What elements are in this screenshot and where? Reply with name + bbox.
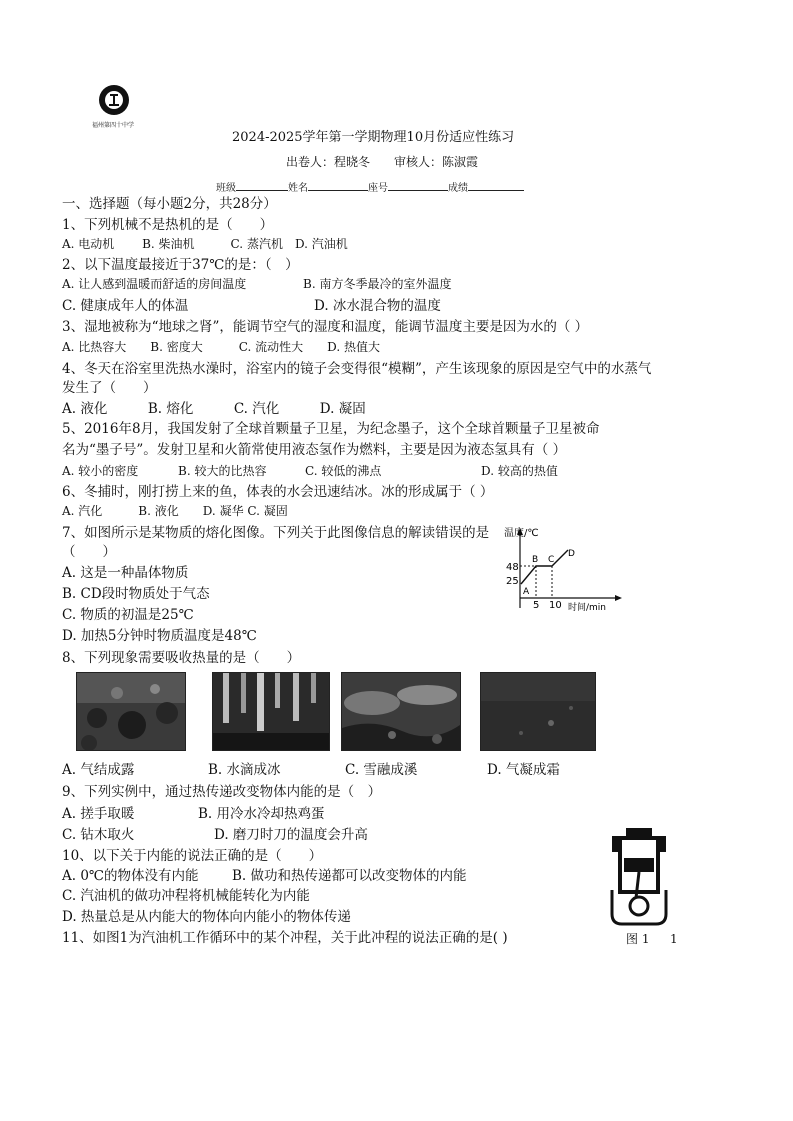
q8-option-c: C. 雪融成溪 — [345, 762, 418, 778]
q7-stem-line1: 7、如图所示是某物质的熔化图像。下列关于此图像信息的解读错误的是 — [62, 525, 490, 541]
q10-stem: 10、以下关于内能的说法正确的是（ ） — [62, 848, 323, 864]
q8-stem: 8、下列现象需要吸收热量的是（ ） — [62, 650, 301, 666]
q1-options: A. 电动机 B. 柴油机 C. 蒸汽机 D. 汽油机 — [62, 237, 348, 251]
melting-graph — [490, 522, 650, 614]
q11-stem: 11、如图1为汽油机工作循环中的某个冲程，关于此冲程的说法正确的是( ) — [62, 930, 508, 946]
q5-option-c: C. 较低的沸点 — [305, 464, 382, 478]
q5-option-b: B. 较大的比热容 — [178, 464, 267, 478]
q10-option-c: C. 汽油机的做功冲程将机械能转化为内能 — [62, 888, 310, 904]
crankshaft — [630, 897, 648, 915]
school-logo — [96, 84, 132, 120]
q8-option-a: A. 气结成露 — [62, 762, 135, 778]
q9-option-b: B. 用冷水冷却热鸡蛋 — [198, 806, 325, 822]
q5-stem-line2: 名为“墨子号”。发射卫星和火箭常使用液态氢作为燃料，主要是因为液态氢具有（ ） — [62, 442, 567, 458]
q9-stem: 9、下列实例中，通过热传递改变物体内能的是（ ） — [62, 784, 382, 800]
name-blank[interactable] — [308, 178, 368, 191]
y-tick-48: 48 — [506, 562, 519, 573]
photo-frost — [480, 672, 596, 751]
figure-1-caption: 图 1 — [626, 932, 650, 946]
school-logo-text: 福州第四十中学 — [92, 122, 135, 129]
q6-options: A. 汽化 B. 液化 D. 凝华 C. 凝固 — [62, 504, 288, 518]
student-info-row — [216, 178, 524, 195]
point-d: D — [568, 549, 575, 559]
section-title: 一、选择题（每小题2分，共28分） — [62, 196, 277, 212]
graph-ylabel: 温度/℃ — [504, 528, 539, 539]
q8-option-d: D. 气凝成霜 — [487, 762, 560, 778]
class-blank[interactable] — [236, 178, 288, 191]
graph-xlabel: 时间/min — [568, 603, 607, 613]
q2-option-d: D. 冰水混合物的温度 — [314, 298, 441, 314]
field-seat: 座号 — [368, 183, 388, 194]
spark-plug — [626, 828, 652, 836]
q10-option-b: B. 做功和热传递都可以改变物体的内能 — [232, 868, 467, 884]
page-number: 1 — [670, 932, 678, 946]
q2-option-a: A. 让人感到温暖而舒适的房间温度 — [62, 277, 247, 291]
q3-options: A. 比热容大 B. 密度大 C. 流动性大 D. 热值大 — [62, 340, 380, 354]
photo-ice — [212, 672, 330, 751]
x-tick-5: 5 — [533, 600, 540, 611]
point-c: C — [548, 555, 555, 565]
x-tick-10: 10 — [549, 600, 562, 611]
field-name: 姓名 — [288, 183, 308, 194]
q5-option-d: D. 较高的热值 — [481, 464, 558, 478]
q7-stem-line2: （ ） — [62, 544, 116, 560]
point-b: B — [532, 555, 539, 565]
q8-option-b: B. 水滴成冰 — [208, 762, 281, 778]
q9-option-c: C. 钻木取火 — [62, 827, 135, 843]
q7-option-b: B. CD段时物质处于气态 — [62, 586, 210, 602]
seat-blank[interactable] — [388, 178, 448, 191]
q5-option-a: A. 较小的密度 — [62, 464, 139, 478]
q7-option-d: D. 加热5分钟时物质温度是48℃ — [62, 628, 257, 644]
q4-stem-line2: 发生了（ ） — [62, 380, 157, 396]
q6-stem: 6、冬捕时，刚打捞上来的鱼，体表的水会迅速结冰。冰的形成属于（ ） — [62, 484, 494, 500]
q10-option-a: A. 0℃的物体没有内能 — [62, 868, 199, 884]
q2-option-c: C. 健康成年人的体温 — [62, 298, 189, 314]
q9-option-d: D. 磨刀时刀的温度会升高 — [214, 827, 368, 843]
photo-dew — [76, 672, 186, 751]
exam-title: 2024-2025学年第一学期物理10月份适应性练习 — [232, 130, 515, 145]
score-blank[interactable] — [468, 178, 524, 191]
q2-option-b: B. 南方冬季最冷的室外温度 — [303, 277, 452, 291]
photo-snow-melt — [341, 672, 461, 751]
authors-line: 出卷人：程晓冬 审核人：陈淑霞 — [286, 155, 479, 169]
q4-stem-line1: 4、冬天在浴室里洗热水澡时，浴室内的镜子会变得很“模糊”，产生该现象的原因是空气中的水蒸气 — [62, 361, 652, 377]
crankcase — [612, 890, 666, 924]
melting-curve — [521, 550, 568, 584]
q4-options: A. 液化 B. 熔化 C. 汽化 D. 凝固 — [62, 401, 366, 417]
q10-option-d: D. 热量总是从内能大的物体向内能小的物体传递 — [62, 909, 351, 925]
point-a: A — [523, 587, 530, 597]
q2-stem: 2、以下温度最接近于37℃的是：（ ） — [62, 257, 299, 273]
x-axis-arrow-icon — [615, 595, 622, 601]
q7-option-c: C. 物质的初温是25℃ — [62, 607, 194, 623]
engine-figure — [606, 826, 672, 926]
q9-option-a: A. 搓手取暖 — [62, 806, 135, 822]
piston — [624, 858, 654, 872]
q5-stem-line1: 5、2016年8月，我国发射了全球首颗量子卫星，为纪念墨子，这个全球首颗量子卫星被命 — [62, 421, 600, 437]
q3-stem: 3、湿地被称为“地球之肾”，能调节空气的湿度和温度，能调节温度主要是因为水的（ ） — [62, 319, 589, 335]
q7-option-a: A. 这是一种晶体物质 — [62, 565, 189, 581]
q1-stem: 1、下列机械不是热机的是（ ） — [62, 217, 274, 233]
field-class: 班级 — [216, 183, 236, 194]
y-tick-25: 25 — [506, 576, 519, 587]
field-score: 成绩 — [448, 183, 468, 194]
connecting-rod — [636, 872, 639, 898]
